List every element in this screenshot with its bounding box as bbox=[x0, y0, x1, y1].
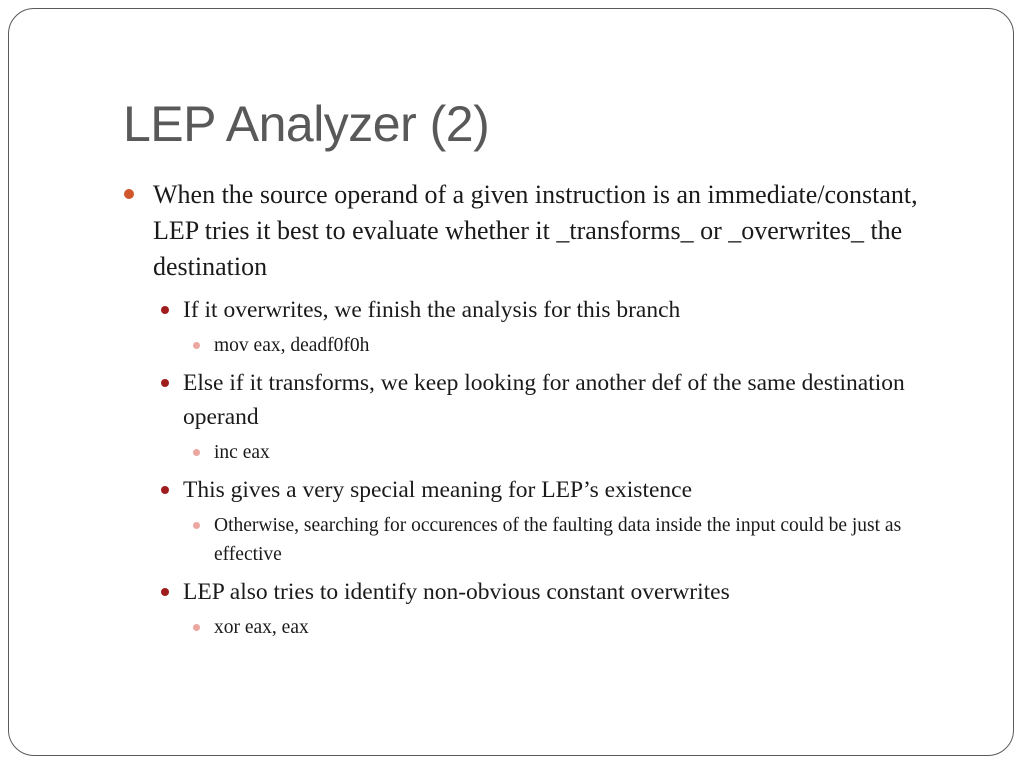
sub-bullet-text: If it overwrites, we finish the analysis for this branch bbox=[183, 297, 681, 323]
sub-bullet-item bbox=[123, 575, 943, 609]
sub-bullet-item bbox=[123, 366, 943, 434]
bullet-text: When the source operand of a given instruction is an immediate/constant, LEP tries it best to evaluate whether it _transforms_ or _overwrites_ the destination bbox=[153, 180, 918, 281]
bullet-dot-icon bbox=[161, 588, 169, 596]
code-example-text: inc eax bbox=[214, 442, 270, 463]
bullet-dot-icon bbox=[193, 342, 200, 349]
bullet-dot-icon bbox=[161, 379, 169, 387]
sub-sub-bullet-item bbox=[123, 613, 943, 642]
sub-bullet-text: Else if it transforms, we keep looking for another def of the same destination operand bbox=[183, 370, 905, 430]
bullet-dot-icon bbox=[193, 522, 200, 529]
bullet-dot-icon bbox=[161, 306, 169, 314]
slide-title: LEP Analyzer (2) bbox=[123, 96, 490, 152]
bullet-dot-icon bbox=[193, 449, 200, 456]
sub-sub-bullet-item bbox=[123, 438, 943, 467]
sub-sub-bullet-item bbox=[123, 331, 943, 360]
sub-bullet-item bbox=[123, 473, 943, 507]
sub-sub-bullet-item bbox=[123, 511, 943, 569]
sub-sub-bullet-text: Otherwise, searching for occurences of the faulting data inside the input could be just as effective bbox=[214, 515, 902, 565]
sub-bullet-text: This gives a very special meaning for LEP’s existence bbox=[183, 477, 693, 503]
bullet-dot-icon bbox=[161, 486, 169, 494]
slide-frame bbox=[8, 8, 1014, 756]
code-example-text: mov eax, deadf0f0h bbox=[214, 335, 370, 356]
sub-bullet-text: LEP also tries to identify non-obvious constant overwrites bbox=[183, 579, 730, 605]
code-example-text: xor eax, eax bbox=[214, 617, 309, 638]
sub-bullet-item bbox=[123, 293, 943, 327]
bullet-dot-icon bbox=[193, 624, 200, 631]
bullet-dot-icon bbox=[124, 189, 134, 199]
bullet-item bbox=[123, 177, 943, 285]
slide-body bbox=[123, 177, 943, 648]
